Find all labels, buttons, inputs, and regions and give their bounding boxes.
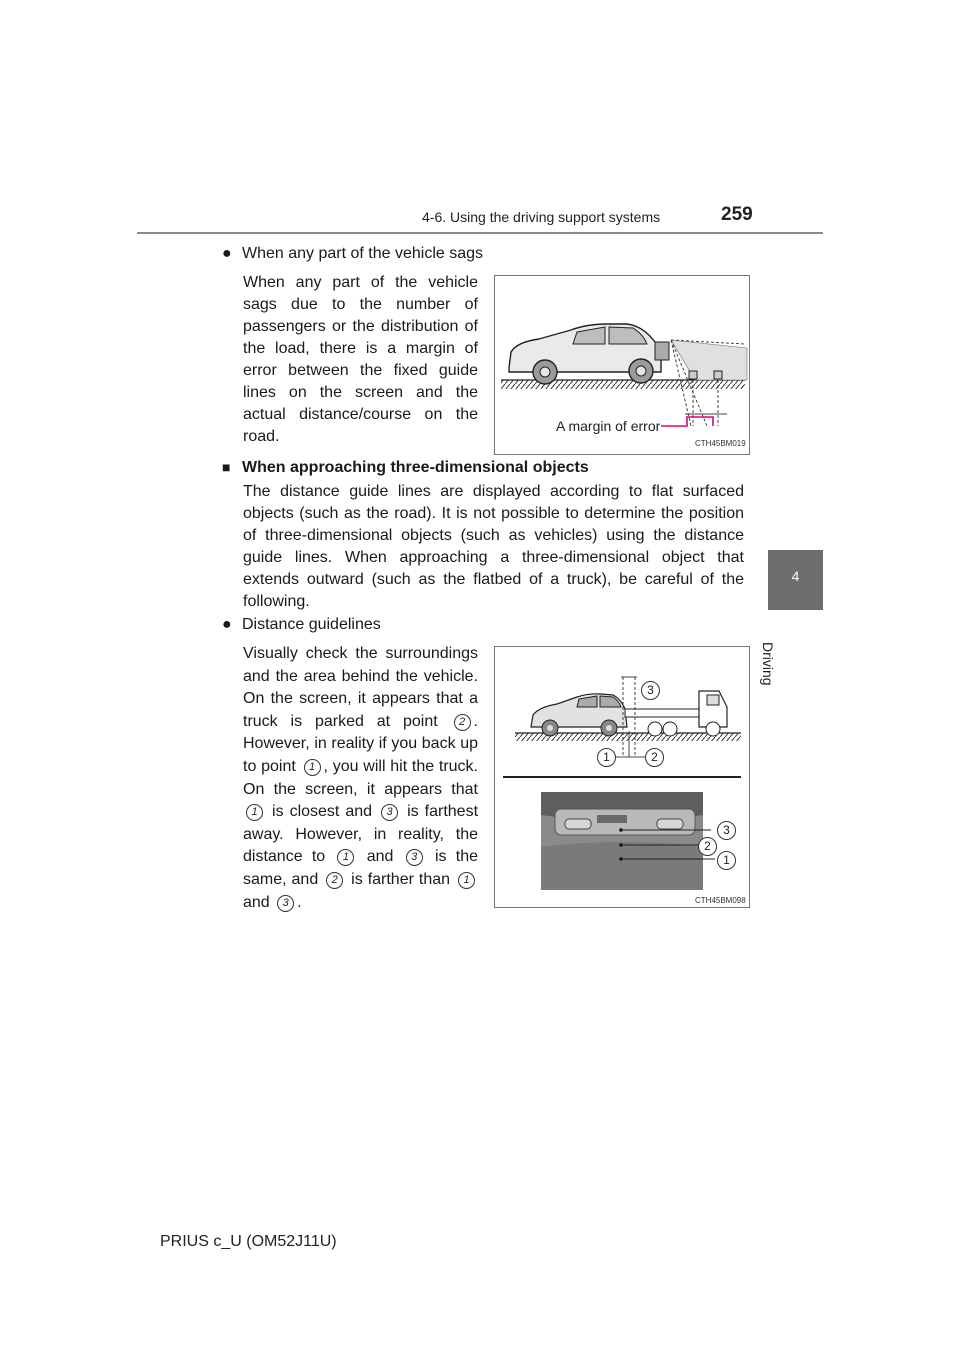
paragraph-vehicle-sags: When any part of the vehicle sags due to the number of passengers or the distribution of the load, there is a margin of error between the fixed guide lines on the screen and the actual distance/course on the road.: [243, 274, 478, 445]
margin-of-error-label: A margin of error: [556, 418, 661, 434]
footer-model: PRIUS c_U (OM52J11U): [160, 1233, 337, 1250]
figure-code: CTH45BM098: [695, 896, 746, 905]
circled-number: 3: [277, 895, 294, 912]
page-number: 259: [721, 204, 753, 225]
heading-text: When any part of the vehicle sags: [242, 245, 484, 262]
paragraph-three-dimensional: The distance guide lines are displayed according to flat surfaced objects (such as the road). It is not possible to determine the position of three-dimensional objects (such as vehicles) using the distance guide lines. When approaching a three-dimensional object that extends outward (such as the flatbed of a truck), be careful of the following.: [243, 483, 744, 610]
circled-number: 2: [454, 714, 471, 731]
bullet-icon: ●: [222, 245, 232, 262]
callout-bottom: 3: [717, 821, 736, 840]
text-fragment: . However, in reality if you back up to point: [243, 712, 478, 775]
text-fragment: is closest and: [272, 803, 373, 821]
figure-code: CTH45BM019: [695, 439, 746, 448]
figure-distance-guidelines: [494, 646, 750, 908]
text-fragment: , you will hit the truck. On the screen, it appears that: [243, 757, 478, 798]
circled-number: 1: [458, 872, 475, 889]
heading-text: When approaching three-dimensional objects: [242, 459, 589, 476]
bullet-icon: ●: [222, 616, 232, 633]
bullet-heading-vehicle-sags: [222, 243, 483, 265]
circled-number: 3: [406, 849, 423, 866]
text-fragment: .: [297, 893, 302, 911]
paragraph-distance-guidelines: [243, 643, 478, 914]
callout-bottom: 1: [717, 851, 736, 870]
header-divider: [137, 232, 823, 234]
text-fragment: and: [243, 893, 270, 911]
circled-number: 1: [246, 804, 263, 821]
figure-margin-of-error: [494, 275, 750, 455]
text-fragment: is farther than: [351, 870, 451, 888]
circled-number: 3: [381, 804, 398, 821]
text-fragment: Visually check the surroundings and the area behind the vehicle. On the screen, it appears that a truck is parked at point: [243, 645, 478, 730]
circled-number: 2: [326, 872, 343, 889]
circled-number: 1: [337, 849, 354, 866]
bullet-heading-three-dimensional: [222, 456, 589, 479]
heading-text: Distance guidelines: [242, 616, 381, 633]
callout-top: 2: [645, 748, 664, 767]
callout-top: 1: [597, 748, 616, 767]
text-fragment: is farthest away. However, in reality, the distance to: [243, 803, 479, 866]
bullet-heading-distance-guidelines: [222, 614, 381, 636]
square-bullet-icon: ■: [222, 459, 231, 475]
truck-and-camera-illustration: [495, 647, 749, 907]
text-fragment: is the same, and: [243, 848, 479, 888]
circled-number: 1: [304, 759, 321, 776]
text-fragment: and: [366, 848, 394, 866]
callout-top: 3: [641, 681, 660, 700]
chapter-number: 4: [791, 568, 800, 584]
chapter-label: Driving: [760, 642, 776, 686]
callout-bottom: 2: [698, 837, 717, 856]
section-title: 4-6. Using the driving support systems: [422, 209, 661, 225]
